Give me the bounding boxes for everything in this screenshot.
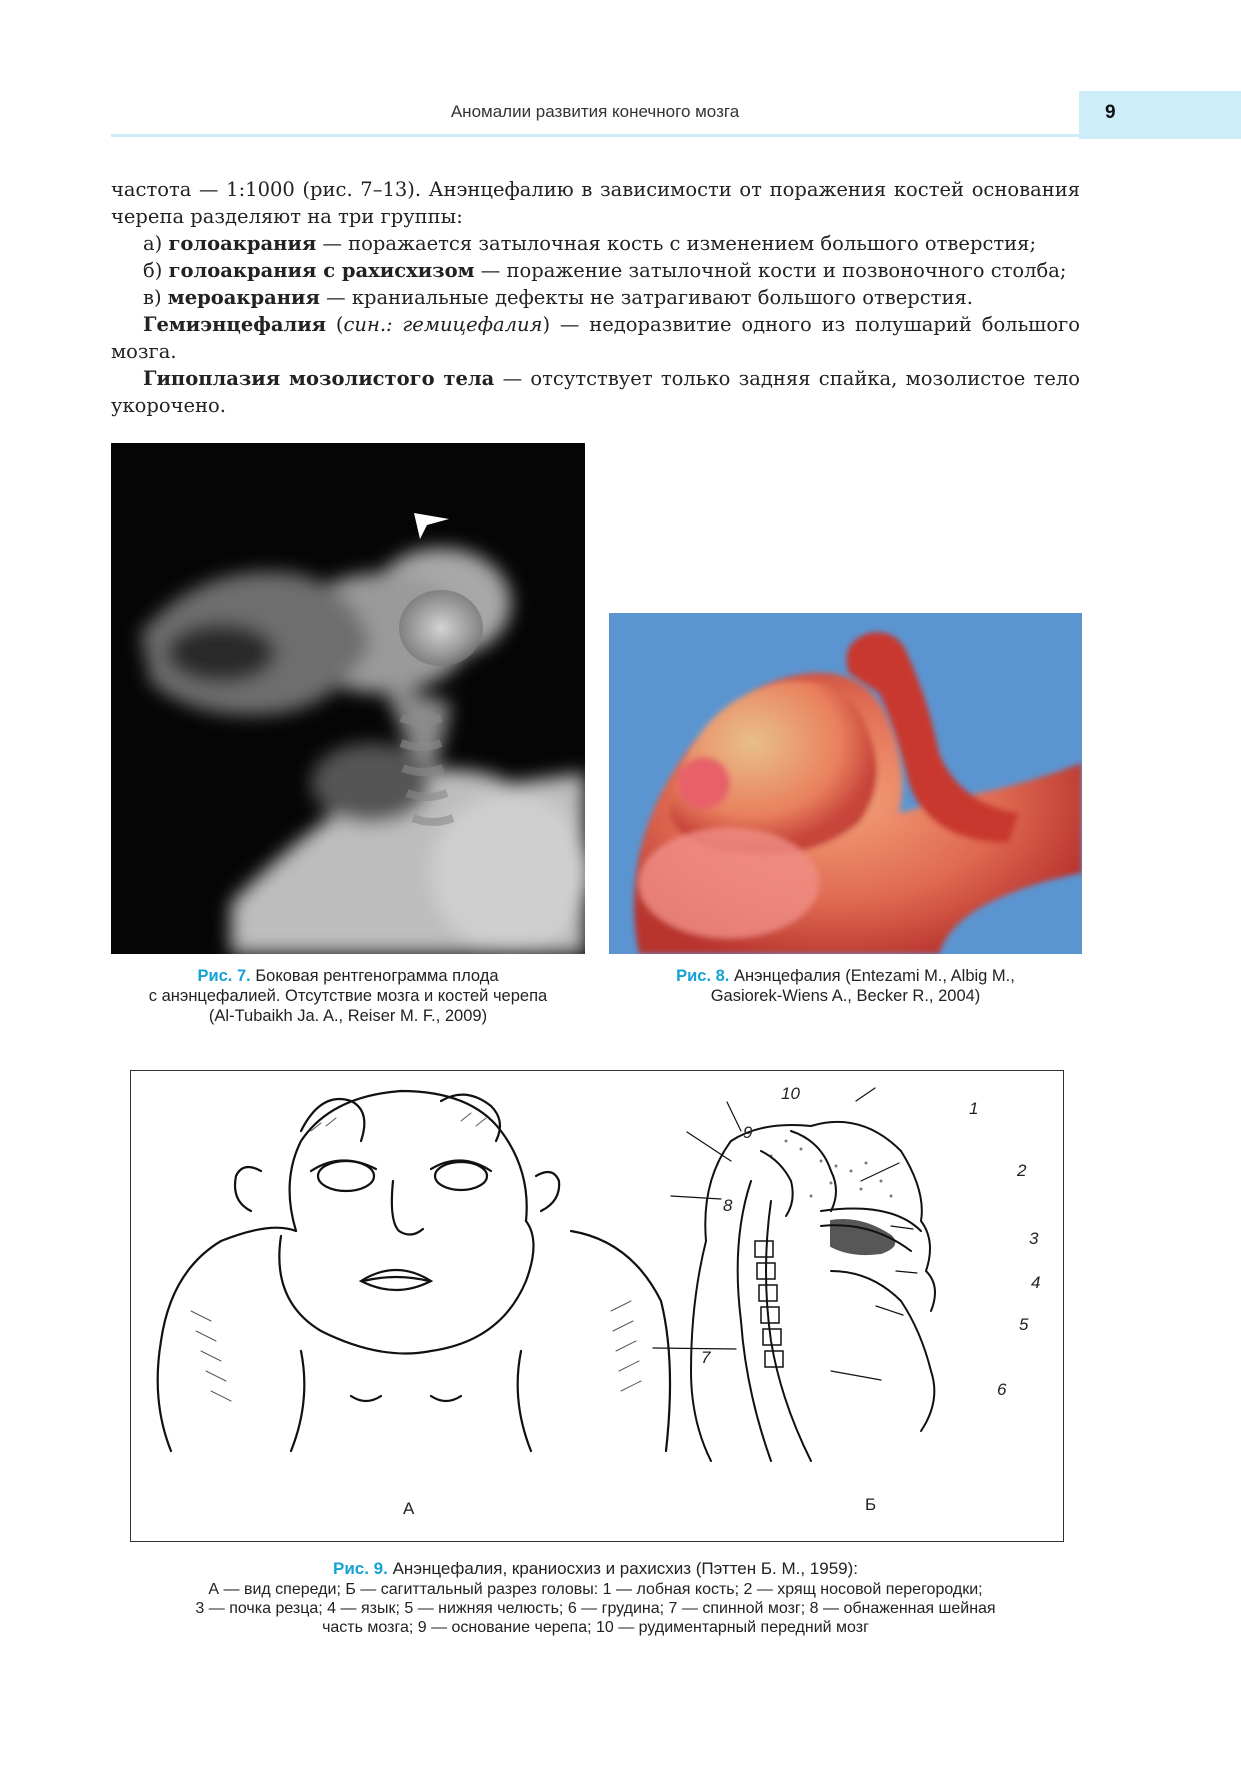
figure-9-legend-line-1: А — вид спереди; Б — сагиттальный разрез головы: 1 — лобная кость; 2 — хрящ носовой перегородки;: [208, 1581, 983, 1598]
figure-9-panel-a-drawing: [158, 1091, 670, 1451]
list-item-v: [111, 284, 1080, 311]
list-item-v-prefix: в): [143, 286, 162, 309]
list-item-b: [111, 257, 1080, 284]
figure-9-legend-line-3: часть мозга; 9 — основание черепа; 10 — рудиментарный передний мозг: [322, 1619, 869, 1636]
paragraph-1-line-2: черепа разделяют на три группы:: [111, 205, 463, 228]
hypoplasia-line-1: [111, 365, 1080, 392]
callout-1: 1: [969, 1099, 979, 1118]
paren-open: (: [335, 313, 344, 336]
list-item-a-prefix: а): [143, 232, 163, 255]
hemiencephaly-term: Гемиэнцефалия: [143, 313, 327, 336]
callout-10: 10: [781, 1084, 800, 1103]
figure-7-caption: [111, 966, 585, 1026]
figure-9-panel-b-label: Б: [865, 1495, 877, 1514]
figure-9-caption-title: Анэнцефалия, краниосхиз и рахисхиз (Пэттен Б. М., 1959):: [392, 1559, 858, 1578]
figure-9-panel-a-label: А: [403, 1499, 415, 1518]
hypoplasia-term: Гипоплазия мозолистого тела: [143, 367, 495, 390]
list-item-b-term: голоакрания с рахисхизом: [168, 259, 475, 282]
list-item-b-prefix: б): [143, 259, 163, 282]
callout-4: 4: [1031, 1273, 1041, 1292]
hemiencephaly-line-2: мозга.: [111, 340, 177, 363]
figure-7-xray-image: [111, 443, 585, 954]
figure-9-label: Рис. 9.: [332, 1559, 388, 1578]
hypoplasia-line-2: укорочено.: [111, 394, 226, 417]
figure-8-caption: [609, 966, 1082, 1006]
list-item-v-text: — краниальные дефекты не затрагивают большого отверстия.: [326, 286, 973, 309]
callout-7: 7: [701, 1348, 711, 1367]
hypoplasia-text: — отсутствует только задняя спайка, мозолистое тело: [502, 367, 1081, 390]
list-item-a-term: голоакрания: [168, 232, 317, 255]
figure-8-caption-text-1: Анэнцефалия (Entezami M., Albig M.,: [734, 967, 1015, 985]
callout-6: 6: [997, 1380, 1007, 1399]
hemiencephaly-line-1: [111, 311, 1080, 338]
figure-9-caption: [111, 1558, 1080, 1637]
list-item-a-text: — поражается затылочная кость с изменением большого отверстия;: [322, 232, 1037, 255]
hemiencephaly-text: — недоразвитие одного из полушарий большого: [559, 313, 1081, 336]
figure-8-caption-line-2: Gasiorek-Wiens A., Becker R., 2004): [710, 987, 981, 1005]
figure-8-label: Рис. 8.: [676, 967, 730, 985]
list-item-v-term: мероакрания: [167, 286, 320, 309]
running-header: [111, 94, 1079, 134]
figure-9-caption-title-line: [111, 1558, 1080, 1580]
figure-9-legend-line-2: 3 — почка резца; 4 — язык; 5 — нижняя челюсть; 6 — грудина; 7 — спинной мозг; 8 — обнаженная шейная: [195, 1600, 996, 1617]
figure-8-photo-image: [609, 613, 1082, 954]
hemiencephaly-synonym: син.: гемицефалия: [343, 313, 543, 336]
figure-7-label: Рис. 7.: [197, 967, 251, 985]
paragraph-1-line-1: частота — 1:1000 (рис. 7–13). Анэнцефалию в зависимости от поражения костей основания: [111, 178, 1080, 201]
figure-8-caption-line-1: [609, 966, 1082, 986]
figure-9-panel-b-drawing: [653, 1088, 935, 1461]
figure-7-caption-line-2: с анэнцефалией. Отсутствие мозга и костей черепа: [148, 987, 548, 1005]
running-header-title: Аномалии развития конечного мозга: [450, 102, 740, 121]
callout-9: 9: [743, 1123, 753, 1142]
figure-7-caption-line-1: [111, 966, 585, 986]
page-number-box: [1079, 91, 1241, 139]
figure-7-caption-text-1: Боковая рентгенограмма плода: [255, 967, 499, 985]
list-item-a: [111, 230, 1080, 257]
callout-2: 2: [1017, 1161, 1027, 1180]
figure-9-frame: [130, 1070, 1064, 1542]
callout-5: 5: [1019, 1315, 1029, 1334]
list-item-b-text: — поражение затылочной кости и позвоночного столба;: [480, 259, 1067, 282]
paren-close: ): [542, 313, 551, 336]
callout-8: 8: [723, 1196, 733, 1215]
body-text: [111, 176, 1080, 419]
callout-3: 3: [1029, 1229, 1039, 1248]
figure-7-caption-line-3: (Al-Tubaikh Ja. A., Reiser M. F., 2009): [208, 1007, 488, 1025]
page-number: 9: [1105, 102, 1116, 123]
header-rule: [111, 134, 1079, 137]
